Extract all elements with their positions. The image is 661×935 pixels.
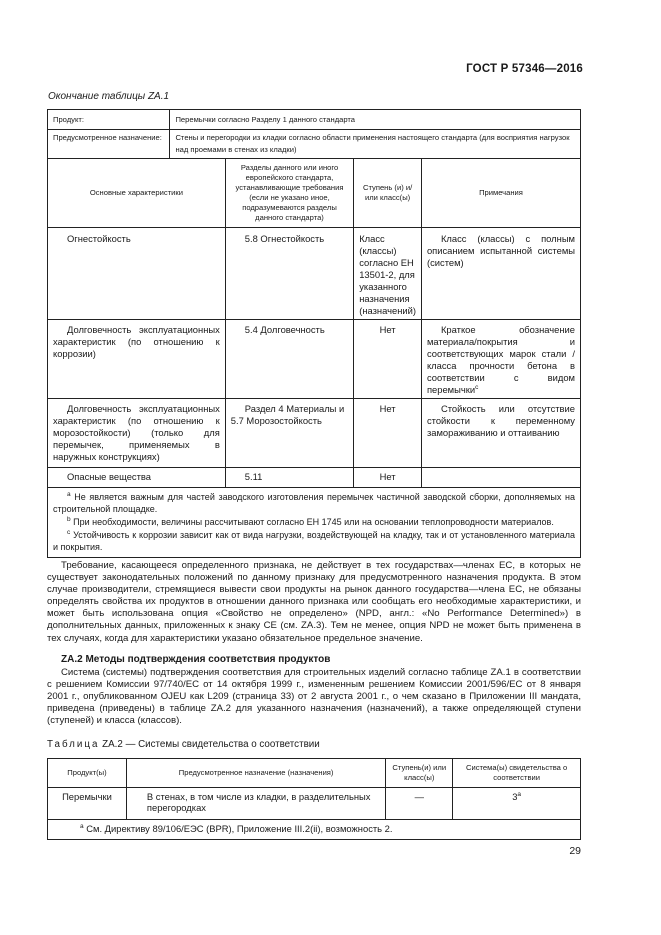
class-cell: Нет: [354, 399, 422, 468]
section-cell: 5.4 Долговечность: [225, 320, 353, 399]
note-cell: [421, 320, 580, 399]
system-value: 3: [512, 791, 518, 802]
characteristic-cell: Долговечность эксплуатационных характеристик (по отношению к коррозии): [48, 320, 226, 399]
footnote-text: См. Директиву 89/106/ЕЭС (BPR), Приложение III.2(ii), возможность 2.: [86, 823, 393, 834]
footnote-mark: c: [67, 529, 71, 536]
caption-text: ZA.2 — Системы свидетельства о соответствии: [102, 739, 320, 750]
table-row: [48, 228, 581, 320]
table-row: [48, 399, 581, 468]
table-footnotes: [48, 488, 581, 558]
table-row: [48, 468, 581, 488]
section-heading: ZA.2 Методы подтверждения соответствия продуктов: [61, 654, 331, 665]
footnotes-row: [48, 488, 581, 558]
note-cell: Стойкость или отсутствие стойкости к переменному замораживанию и оттаиванию: [421, 399, 580, 468]
system-cell: [453, 788, 581, 820]
characteristic-cell: Долговечность эксплуатационных характеристик (по отношению к морозостойкости) (только для перемычек, применяемых в наружных конструкциях): [48, 399, 226, 468]
footnote-text: При необходимости, величины рассчитывают согласно ЕН 1745 или на основании теплопроводности материалов.: [73, 517, 554, 527]
paragraph-text: Система (системы) подтверждения соответствия для строительных изделий согласно таблице ZA.1 в соответствии с решением Комиссии 97/740/ЕС от 14 октября 1999 г., измененным решением Комиссии 2001/596/ЕС от 8 января 2001 г., опубликованном OJEU как L209 (страница 33) от 2 августа 2001 г., о чем сказано в Приложении III мандата, приведена (приведены) в таблице ZA.2 для указанного назначения (назначений), а также определяющей ступени (ступеней) и класса (классов).: [47, 667, 581, 727]
footnote: [53, 529, 575, 553]
footnote-text: Не является важным для частей заводского изготовления перемычек частичной заводской сборки, дополняемых на строительной площадке.: [53, 492, 575, 514]
class-cell: Класс (классы) согласно ЕН 13501-2, для указанного назначения (назначений): [354, 228, 422, 320]
table-row: [48, 320, 581, 399]
footnote-text: Устойчивость к коррозии зависит как от вида нагрузки, воздействующей на кладку, так и от установленного материала и покрытия.: [53, 530, 575, 552]
section-cell: 5.11: [225, 468, 353, 488]
table-header-row: [48, 759, 581, 788]
col-header-system: Система(ы) свидетельства о соответствии: [453, 759, 581, 788]
paragraph-text: Требование, касающееся определенного признака, не действует в тех государствах—членах ЕС, в которых не существует законодательных положений по данному признаку для предусмотренного назначения продукта. В этом случае производители, стремящиеся вывести свои продукты на рынок данного государства—члена ЕС, не обязаны определять свойства их продуктов в отношении данного признака или сообщать его необходимые характеристики, и может быть использована опция «Свойство не определено» (NPD, англ.: «No Performance Determined») в дополнительных данных, приложенных к знаку СЕ (см. ZA.3). Тем не менее, опция NPD не может быть применена в тех случаях, когда для характеристики указано обязательное предельное значение.: [47, 560, 581, 644]
footnote: [53, 491, 575, 515]
use-cell: В стенах, в том числе из кладки, в разделительных перегородках: [126, 788, 385, 820]
table-header-row: [48, 159, 581, 228]
class-cell: Нет: [354, 320, 422, 399]
col-header-class: Ступень(и) или класс(ы): [386, 759, 453, 788]
footnotes-row: [48, 820, 581, 840]
table-za1: [47, 109, 581, 558]
product-label: Продукт:: [48, 110, 170, 130]
class-cell: —: [386, 788, 453, 820]
page-number: 29: [569, 845, 581, 857]
col-header-characteristics: Основные характеристики: [48, 159, 226, 228]
note-cell: Класс (классы) с полным описанием испытанной системы (систем): [421, 228, 580, 320]
use-row: [48, 130, 581, 159]
product-cell: Перемычки: [48, 788, 127, 820]
paragraph-conformity: [47, 667, 581, 727]
note-text: Краткое обозначение материала/покрытия и соответствующих марок стали / класса прочности бетона в соответствии с видом перемычки: [426, 324, 575, 395]
col-header-sections: Разделы данного или иного европейского стандарта, устанавливающие требования (если не указано иное, подразумеваются разделы данного стандарта): [225, 159, 353, 228]
footnote-mark: a: [67, 491, 71, 498]
use-value: Стены и перегородки из кладки согласно области применения настоящего стандарта (для восприятия нагрузок над проемами в стенах из кладки): [170, 130, 581, 159]
footnote: [53, 516, 575, 528]
footnote-mark: a: [80, 822, 84, 830]
product-row: [48, 110, 581, 130]
caption-prefix: Таблица: [47, 739, 100, 750]
standard-number: ГОСТ Р 57346—2016: [466, 63, 583, 75]
product-value: Перемычки согласно Разделу 1 данного стандарта: [170, 110, 581, 130]
table-row: [48, 788, 581, 820]
footnote-mark: b: [67, 516, 71, 523]
table-continuation-label: Окончание таблицы ZA.1: [48, 91, 170, 102]
characteristic-cell: Огнестойкость: [48, 228, 226, 320]
table-footnote: [48, 820, 581, 840]
col-header-notes: Примечания: [421, 159, 580, 228]
col-header-class: Ступень (и) и/или класс(ы): [354, 159, 422, 228]
table-za2-caption: [47, 739, 320, 750]
characteristic-cell: Опасные вещества: [48, 468, 226, 488]
footnote-ref: a: [517, 790, 522, 798]
section-cell: Раздел 4 Материалы и 5.7 Морозостойкость: [225, 399, 353, 468]
use-label: Предусмотренное назначение:: [48, 130, 170, 159]
note-cell: [421, 468, 580, 488]
footnote-ref: c: [475, 383, 479, 391]
class-cell: Нет: [354, 468, 422, 488]
section-cell: 5.8 Огнестойкость: [225, 228, 353, 320]
col-header-use: Предусмотренное назначение (назначения): [126, 759, 385, 788]
col-header-products: Продукт(ы): [48, 759, 127, 788]
table-za2: [47, 758, 581, 840]
paragraph-npd: [47, 560, 581, 645]
